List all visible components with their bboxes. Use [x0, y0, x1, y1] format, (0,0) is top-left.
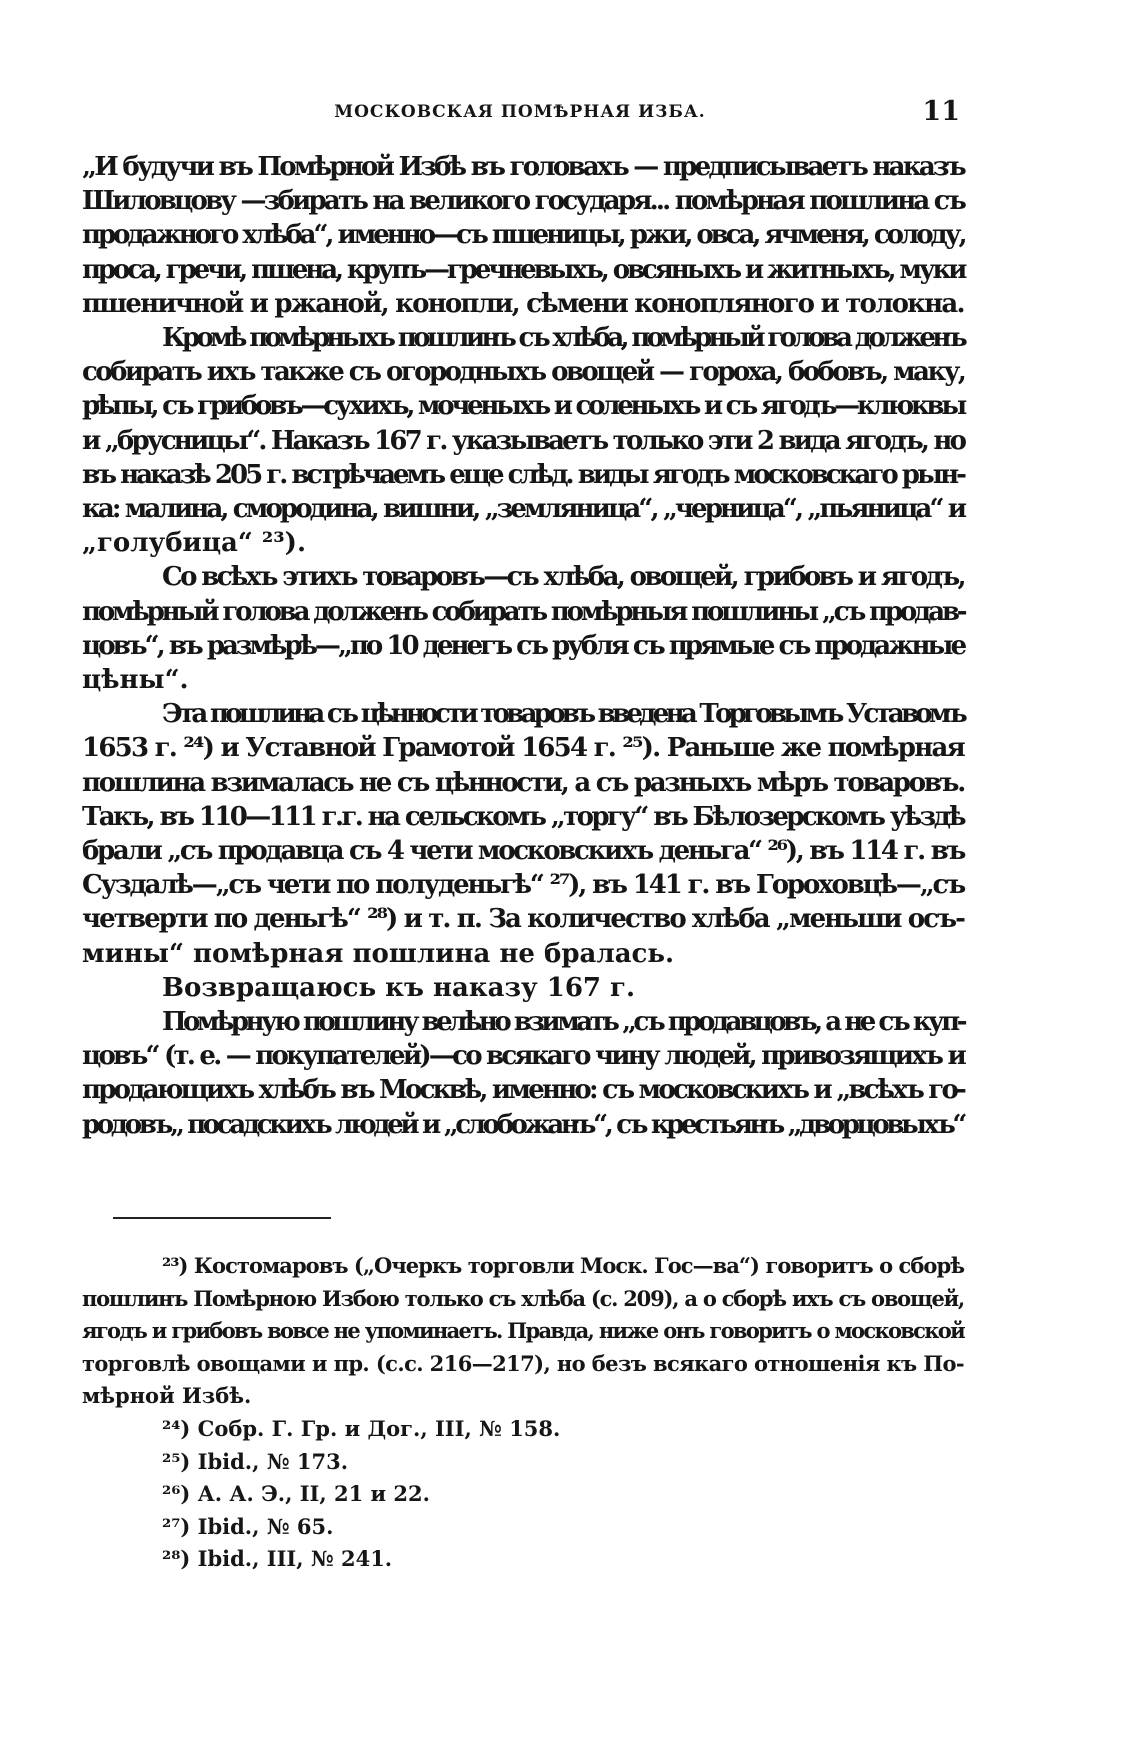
body-line: брали „съ продавца съ 4 чети московскихъ деньга“ ²⁶), въ 114 г. въ	[82, 836, 964, 867]
footnote-line: ²⁶) А. А. Э., II, 21 и 22.	[162, 1481, 430, 1507]
body-line: рѣпы, съ грибовъ—сухихъ, моченыхъ и соленыхъ и съ ягодъ—клюквы	[82, 391, 965, 422]
footnote-line: ²⁸) Ibid., III, № 241.	[162, 1546, 393, 1572]
footnote-line: ²⁴) Собр. Г. Гр. и Дог., III, № 158.	[162, 1415, 561, 1441]
body-line: Возвращаюсь къ наказу 167 г.	[162, 972, 636, 1003]
body-line: 1653 г. ²⁴) и Уставной Грамотой 1654 г. ²⁵). Раньше же помѣрная	[82, 733, 964, 764]
body-line: Эта пошлина съ цѣнности товаровъ введена Торговымъ Уставомъ	[162, 699, 964, 730]
body-line: продажного хлѣба“, именно—съ пшеницы, ржи, овса, ячменя, солоду,	[82, 220, 965, 251]
footnote-line: ²³) Костомаровъ („Очеркъ торговли Моск. Гос—ва“) говоритъ о сборѣ	[162, 1253, 964, 1278]
footnote-line: мѣрной Избѣ.	[82, 1383, 252, 1409]
body-line: цѣны“.	[82, 665, 189, 696]
body-line: помѣрный голова долженъ собирать помѣрныя пошлины „съ продав-	[82, 596, 965, 627]
footnote-line: ²⁵) Ibid., № 173.	[162, 1448, 349, 1474]
body-line: продающихъ хлѣбъ въ Москвѣ, именно: съ московскихъ и „всѣхъ го-	[82, 1075, 964, 1106]
footnote-line: ²⁷) Ibid., № 65.	[162, 1513, 334, 1539]
footnote-line: торговлѣ овощами и пр. (с.с. 216—217), но безъ всякаго отношенія къ По-	[82, 1350, 964, 1376]
body-line: собирать ихъ также съ огородныхъ овощей — гороха, бобовъ, маку,	[82, 357, 965, 388]
body-line: Помѣрную пошлину велѣно взимать „съ продавцовъ, а не съ куп-	[162, 1007, 964, 1038]
body-line: проса, гречи, пшена, крупъ—гречневыхъ, овсяныхъ и житныхъ, муки	[82, 254, 965, 285]
body-line: „голубица“ ²³).	[82, 528, 307, 559]
body-line: цовъ“ (т. е. — покупателей)—со всякаго чину людей, привозящихъ и	[82, 1041, 965, 1072]
body-line: Такъ, въ 110—111 г.г. на сельскомъ „торгу“ въ Бѣлозерскомъ уѣздѣ	[82, 801, 964, 832]
body-line: ка: малина, смородина, вишни, „земляница“, „черница“, „пьяница“ и	[82, 494, 965, 525]
body-line: четверти по деньгѣ“ ²⁸) и т. п. За количество хлѣба „меньши осъ-	[82, 904, 964, 935]
page-number: 11	[922, 96, 960, 127]
footnote-separator	[113, 1217, 331, 1219]
body-line: „И будучи въ Помѣрной Избѣ въ головахъ — предписываетъ наказъ	[82, 152, 964, 182]
body-line: и „брусницы“. Наказъ 167 г. указываетъ только эти 2 вида ягодъ, но	[82, 425, 965, 456]
body-text	[82, 150, 964, 1142]
footnote-line: пошлинъ Помѣрною Избою только съ хлѣба (с. 209), а о сборѣ ихъ съ овощей,	[82, 1285, 964, 1311]
body-line: Кромѣ помѣрныхъ пошлинъ съ хлѣба, помѣрный голова долженъ	[162, 323, 964, 354]
body-line: пшеничной и ржаной, конопли, сѣмени конопляного и толокна.	[82, 288, 964, 319]
body-line: Шиловцову —збирать на великого государя... помѣрная пошлина съ	[82, 186, 964, 217]
body-line: цовъ“, въ размѣрѣ—„по 10 денегъ съ рубля съ прямые съ продажные	[82, 630, 965, 661]
body-line: мины“ помѣрная пошлина не бралась.	[82, 938, 675, 969]
body-line: въ наказѣ 205 г. встрѣчаемъ еще слѣд. виды ягодъ московскаго рын-	[82, 459, 964, 490]
body-line: родовъ„ посадскихъ людей и „слобожанъ“, съ крестьянъ „дворцовыхъ“	[82, 1109, 964, 1140]
running-title: МОСКОВСКАЯ ПОМѢРНАЯ ИЗБА.	[334, 102, 706, 122]
footnote-line: ягодъ и грибовъ вовсе не упоминаетъ. Правда, ниже онъ говоритъ о московской	[82, 1318, 964, 1344]
body-line: пошлина взималась не съ цѣнности, а съ разныхъ мѣръ товаровъ.	[82, 767, 964, 798]
body-line: Со всѣхъ этихъ товаровъ—съ хлѣба, овощей, грибовъ и ягодъ,	[162, 562, 964, 593]
footnotes	[82, 1250, 964, 1576]
body-line: Суздалѣ—„съ чети по полуденьгѣ“ ²⁷), въ 141 г. въ Гороховцѣ—„съ	[82, 870, 964, 901]
